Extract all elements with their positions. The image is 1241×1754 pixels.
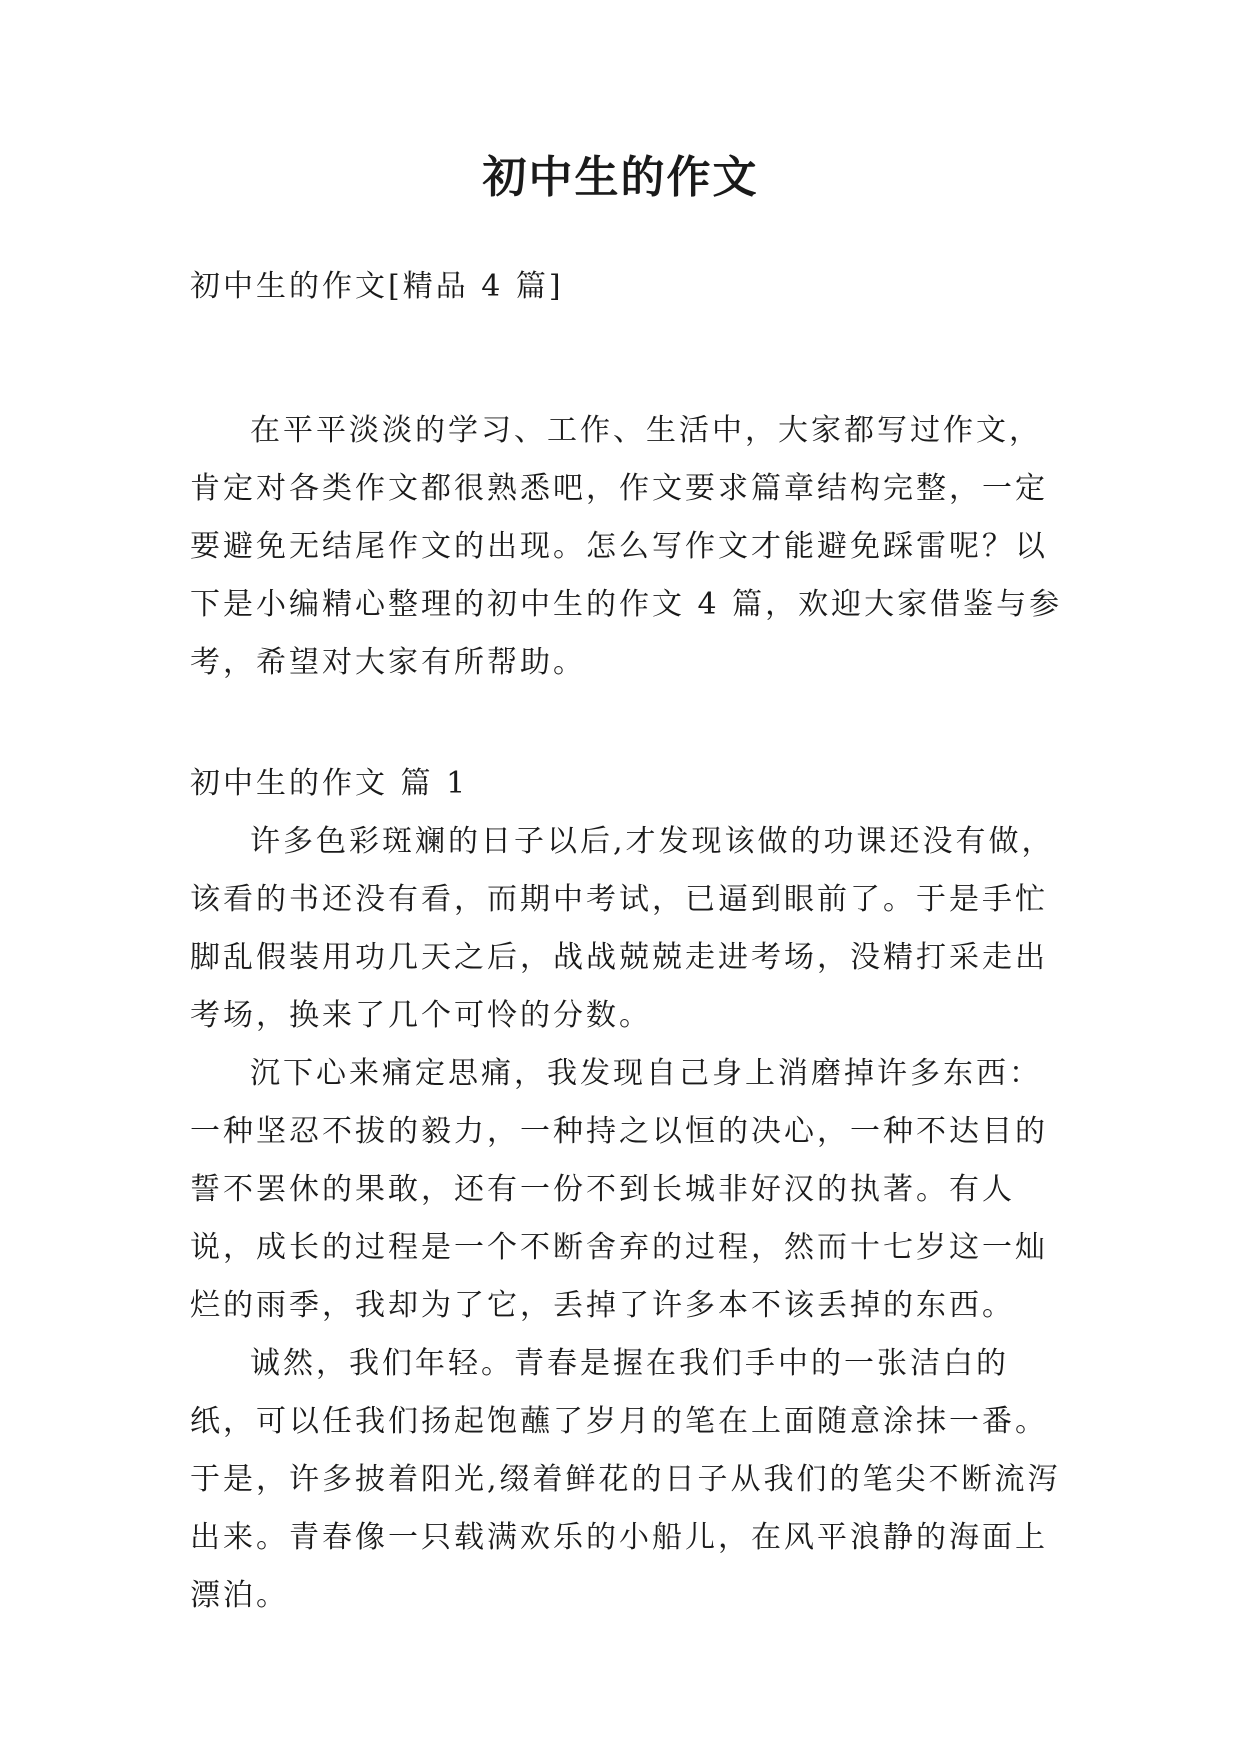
essay-section-1	[190, 755, 1070, 1625]
section-heading: 初中生的作文 篇 1	[190, 766, 469, 801]
document-subtitle: 初中生的作文[精品 4 篇]	[190, 269, 564, 304]
intro-paragraph: 在平平淡淡的学习、工作、生活中，大家都写过作文，肯定对各类作文都很熟悉吧，作文要求篇章结构完整，一定要避免无结尾作文的出现。怎么写作文才能避免踩雷呢？以下是小编精心整理的初中生的作文 4 篇，欢迎大家借鉴与参考，希望对大家有所帮助。	[190, 413, 1063, 680]
essay-paragraph: 沉下心来痛定思痛，我发现自己身上消磨掉许多东西：一种坚忍不拔的毅力，一种持之以恒的决心，一种不达目的誓不罢休的果敢，还有一份不到长城非好汉的执著。有人说，成长的过程是一个不断舍弃的过程，然而十七岁这一灿烂的雨季，我却为了它，丢掉了许多本不该丢掉的东西。	[190, 1056, 1048, 1323]
essay-paragraph: 诚然，我们年轻。青春是握在我们手中的一张洁白的纸，可以任我们扬起饱蘸了岁月的笔在上面随意涂抹一番。于是，许多披着阳光,缀着鲜花的日子从我们的笔尖不断流泻出来。青春像一只载满欢乐的小船儿，在风平浪静的海面上漂泊。	[190, 1346, 1061, 1613]
essay-paragraph: 许多色彩斑斓的日子以后,才发现该做的功课还没有做，该看的书还没有看，而期中考试，已逼到眼前了。于是手忙脚乱假装用功几天之后，战战兢兢走进考场，没精打采走出考场，换来了几个可怜的分数。	[190, 824, 1055, 1033]
page-title: 初中生的作文	[482, 152, 759, 203]
